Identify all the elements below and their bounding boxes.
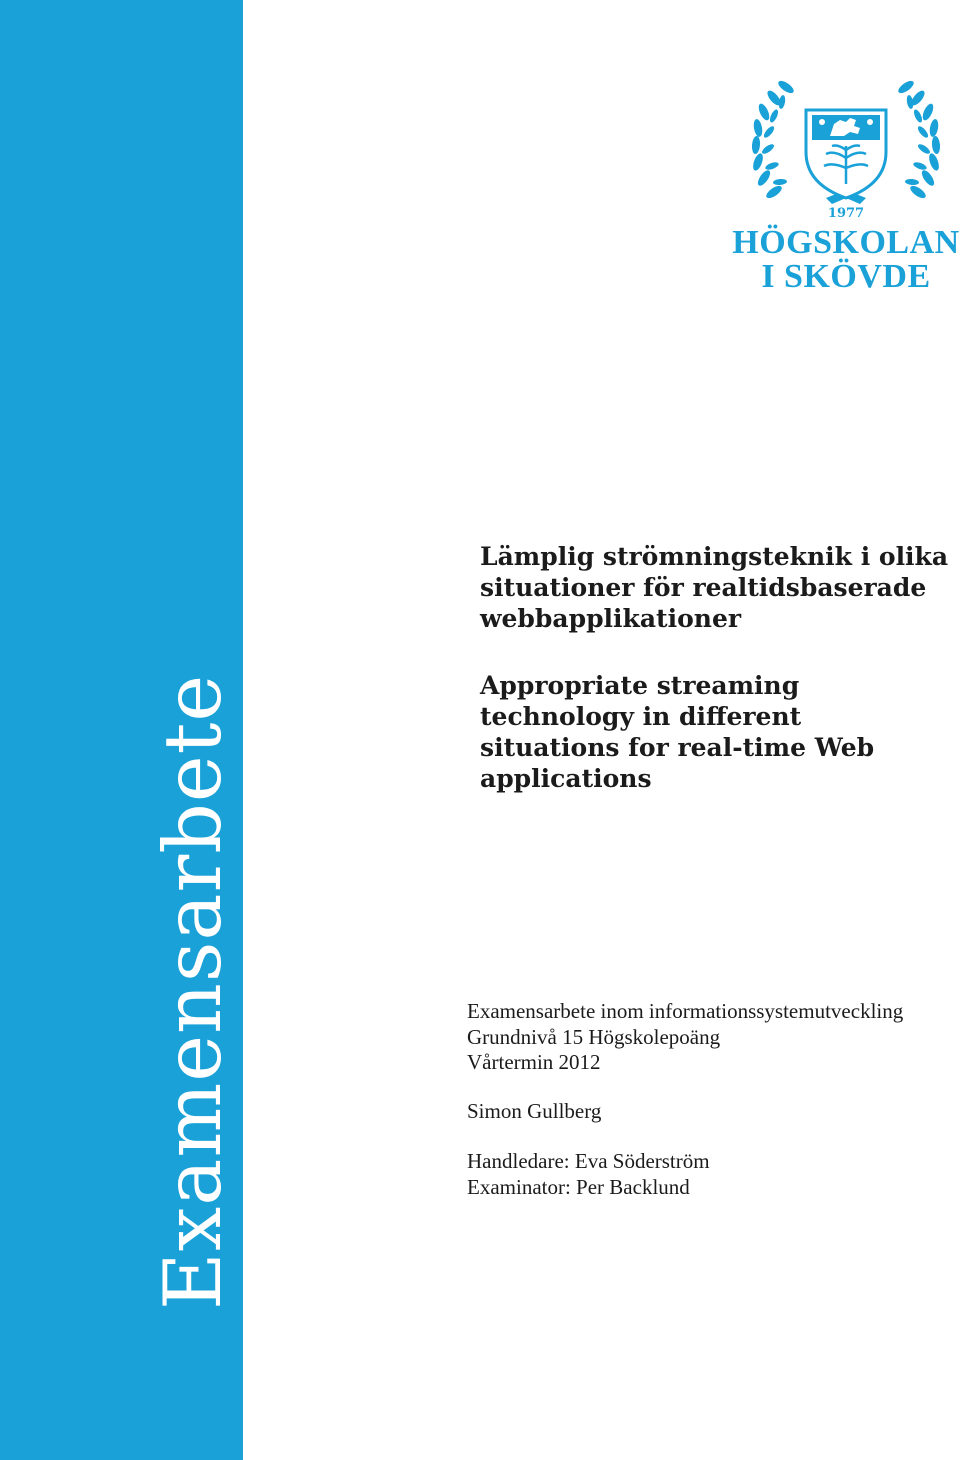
author-block xyxy=(467,1099,601,1125)
laurel-left-icon xyxy=(751,79,796,201)
title-swedish-line: webbapplikationer xyxy=(480,604,742,633)
supervisor: Handledare: Eva Söderström xyxy=(467,1149,710,1173)
supervision-block xyxy=(467,1149,710,1200)
logo-name-line1: HÖGSKOLAN xyxy=(732,224,960,261)
shield-icon xyxy=(806,110,886,198)
title-english-line: Appropriate streaming xyxy=(480,671,800,700)
sidebar-label: Examensarbete xyxy=(147,673,239,1310)
thesis-term: Vårtermin 2012 xyxy=(467,1050,601,1074)
title-swedish xyxy=(480,541,948,634)
title-english-line: situations for real-time Web xyxy=(480,733,875,762)
title-english-line: applications xyxy=(480,764,652,793)
laurel-crest-icon xyxy=(730,74,960,214)
thesis-details xyxy=(467,999,903,1076)
cover-sidebar xyxy=(0,0,243,1460)
thesis-level: Grundnivå 15 Högskolepoäng xyxy=(467,1024,721,1049)
title-swedish-line: situationer för realtidsbaserade xyxy=(480,573,927,602)
logo-name-line2: I SKÖVDE xyxy=(761,258,931,295)
title-english-line: technology in different xyxy=(480,702,802,731)
laurel-right-icon xyxy=(896,79,941,201)
university-logo xyxy=(730,74,960,304)
examiner: Examinator: Per Backlund xyxy=(467,1174,690,1199)
title-english xyxy=(480,670,874,794)
author-name: Simon Gullberg xyxy=(467,1099,602,1123)
thesis-type: Examensarbete inom informationssystemutveckling xyxy=(467,999,904,1023)
logo-year: 1977 xyxy=(827,206,865,221)
title-swedish-line: Lämplig strömningsteknik i olika xyxy=(480,542,949,571)
